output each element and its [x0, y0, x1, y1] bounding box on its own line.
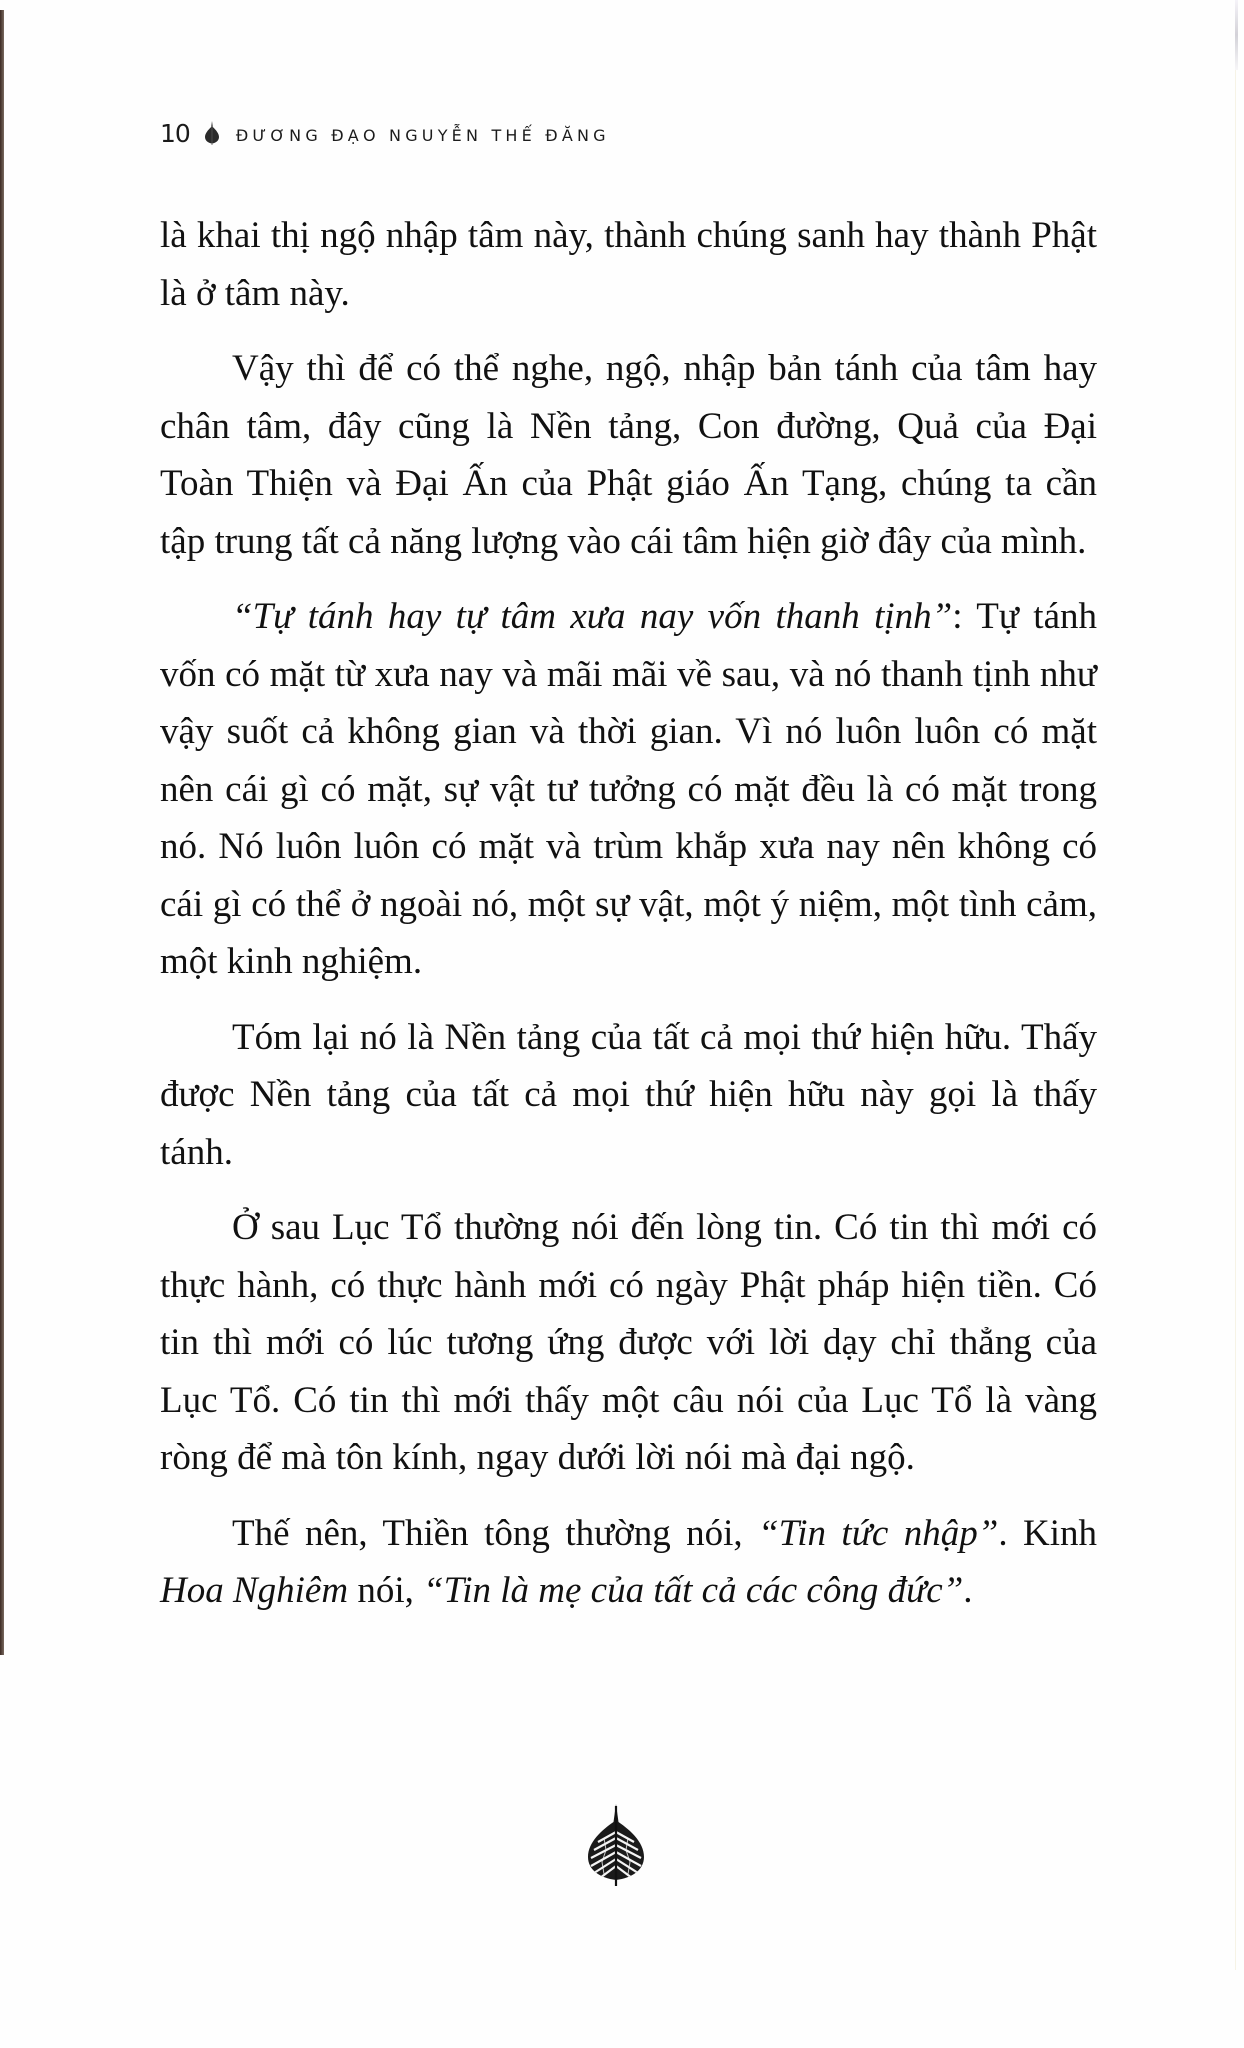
text-segment: là khai thị ngộ nhập tâm này, thành chúng sanh hay thành Phật là ở tâm này. — [160, 215, 1097, 314]
paragraph — [160, 207, 1097, 322]
running-head — [160, 118, 610, 148]
italic-text-segment: Hoa Nghiêm — [160, 1570, 349, 1611]
text-segment: . — [963, 1570, 973, 1611]
paragraph — [160, 588, 1097, 991]
page-right-edge — [1235, 0, 1238, 70]
paragraph — [160, 1009, 1097, 1182]
paragraph — [160, 340, 1097, 570]
page-spine-edge — [0, 10, 4, 1655]
text-segment: Vậy thì để có thể nghe, ngộ, nhập bản tánh của tâm hay chân tâm, đây cũng là Nền tảng, Con đường, Quả của Đại Toàn Thiện và Đại Ấn của Phật giáo Ấn Tạng, chúng ta cần tập trung tất cả năng lượng vào cái tâm hiện giờ đây của mình. — [160, 348, 1097, 562]
text-segment: nói, — [348, 1570, 424, 1611]
text-segment: Ở sau Lục Tổ thường nói đến lòng tin. Có tin thì mới có thực hành, có thực hành mới có ngày Phật pháp hiện tiền. Có tin thì mới có lúc tương ứng được với lời dạy chỉ thẳng của Lục Tổ. Có tin thì mới thấy một câu nói của Lục Tổ là vàng ròng để mà tôn kính, ngay dưới lời nói mà đại ngộ. — [160, 1207, 1097, 1478]
italic-text-segment: “Tự tánh hay tự tâm xưa nay vốn thanh tịnh” — [232, 596, 953, 637]
body-text — [160, 207, 1097, 1638]
text-segment: Tóm lại nó là Nền tảng của tất cả mọi thứ hiện hữu. Thấy được Nền tảng của tất cả mọi thứ hiện hữu này gọi là thấy tánh. — [160, 1016, 1097, 1173]
page-right-edge-line — [1235, 70, 1236, 1970]
bodhi-leaf-icon — [586, 1802, 646, 1886]
italic-text-segment: “Tin tức nhập” — [758, 1512, 999, 1554]
text-segment: . Kinh — [998, 1512, 1098, 1554]
running-title: ĐƯƠNG ĐẠO NGUYỄN THẾ ĐĂNG — [235, 125, 610, 145]
text-segment: : Tự tánh vốn có mặt từ xưa nay và mãi mãi về sau, và nó thanh tịnh như vậy suốt cả không gian và thời gian. Vì nó luôn luôn có mặt nên cái gì có mặt, sự vật tư tưởng có mặt đều là có mặt trong nó. Nó luôn luôn có mặt và trùm khắp xưa nay nên không có cái gì có thể ở ngoài nó, một sự vật, một ý niệm, một tình cảm, một kinh nghiệm. — [160, 596, 1097, 982]
paragraph — [160, 1505, 1097, 1620]
bodhi-leaf-icon — [204, 121, 220, 145]
paragraph — [160, 1199, 1097, 1487]
page-number: 10 — [160, 118, 190, 148]
text-segment: Thế nên, Thiền tông thường nói, — [232, 1512, 759, 1554]
italic-text-segment: “Tin là mẹ của tất cả các công đức” — [423, 1570, 964, 1611]
